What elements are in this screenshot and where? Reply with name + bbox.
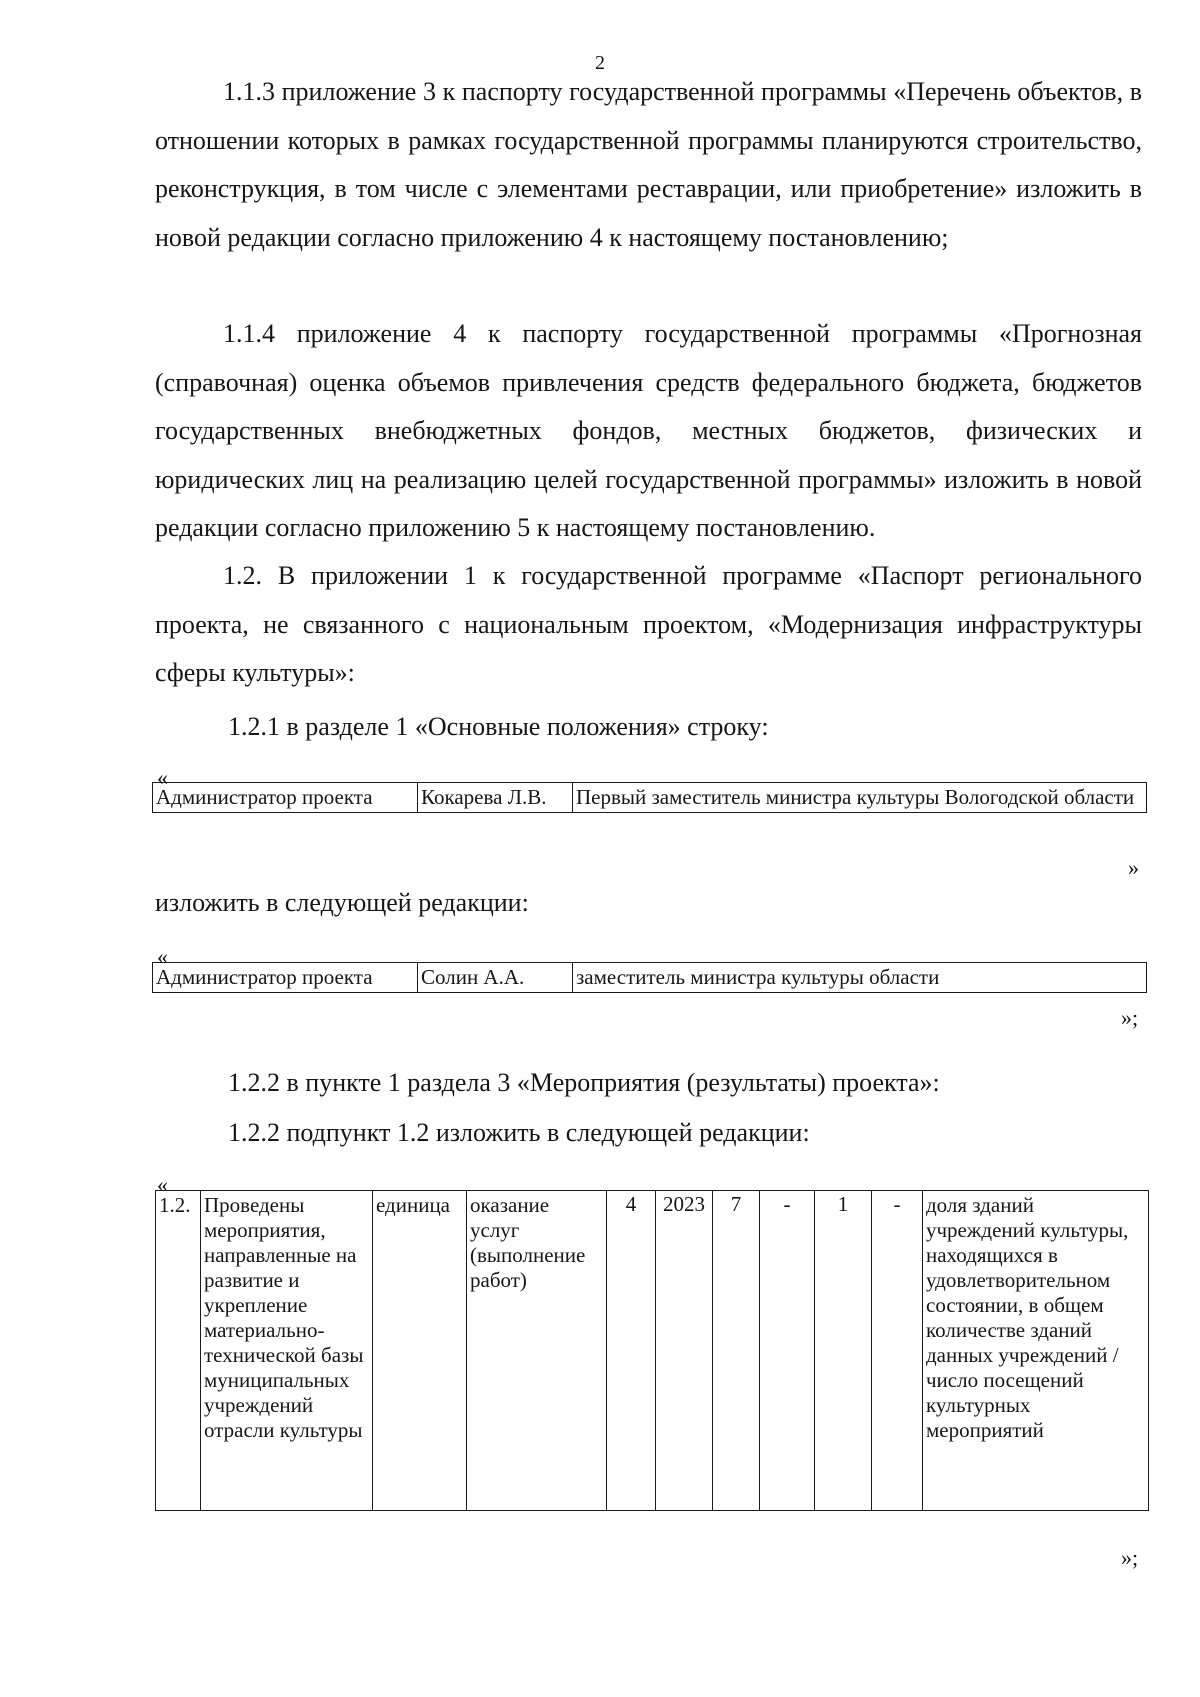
clause-1-2-2-a: 1.2.2 в пункте 1 раздела 3 «Мероприятия (результаты) проекта»: xyxy=(228,1068,940,1097)
result-name-cell: Проведены мероприятия, направленные на развитие и укрепление материально-технической базы муниципальных учреждений отрасли культуры xyxy=(201,1191,373,1511)
paragraph-1-2: 1.2. В приложении 1 к государственной программе «Паспорт регионального проекта, не связанного с национальным проектом, «Модернизация инфраструктуры сферы культуры»: xyxy=(155,561,1142,687)
table-row xyxy=(153,963,1147,993)
year-cell: 2023 xyxy=(656,1191,713,1511)
old-admin-table xyxy=(152,782,1147,813)
role-cell: Администратор проекта xyxy=(153,963,418,993)
close-quote: » xyxy=(1128,855,1139,880)
value-cell: - xyxy=(872,1191,923,1511)
role-cell: Администратор проекта xyxy=(153,783,418,813)
num-cell: 1.2. xyxy=(156,1191,201,1511)
clause-1-2-2-b: 1.2.2 подпункт 1.2 изложить в следующей редакции: xyxy=(228,1118,810,1147)
table-row xyxy=(156,1191,1149,1511)
clause-1-2-1: 1.2.1 в разделе 1 «Основные положения» строку: xyxy=(228,712,769,741)
open-quote: « xyxy=(157,944,168,969)
page-number: 2 xyxy=(595,52,605,74)
name-cell: Солин А.А. xyxy=(418,963,573,993)
table-row xyxy=(153,783,1147,813)
position-cell: заместитель министра культуры области xyxy=(573,963,1147,993)
link-cell: доля зданий учреждений культуры, находящихся в удовлетворительном состоянии, в общем количестве зданий данных учреждений / число посещений культурных мероприятий xyxy=(923,1191,1149,1511)
close-quote: »; xyxy=(1121,1005,1139,1030)
position-cell: Первый заместитель министра культуры Вологодской области xyxy=(573,783,1147,813)
paragraph-1-1-4: 1.1.4 приложение 4 к паспорту государственной программы «Прогнозная (справочная) оценка объемов привлечения средств федерального бюджета, бюджетов государственных внебюджетных фондов, местных бюджетов, физических и юридических лиц на реализацию целей государственной программы» изложить в новой редакции согласно приложению 5 к настоящему постановлению. xyxy=(155,319,1142,542)
base-value-cell: 4 xyxy=(607,1191,656,1511)
value-cell: 7 xyxy=(713,1191,760,1511)
open-quote: « xyxy=(157,765,168,790)
name-cell: Кокарева Л.В. xyxy=(418,783,573,813)
result-table xyxy=(155,1190,1149,1511)
new-admin-table xyxy=(152,962,1147,993)
value-cell: 1 xyxy=(815,1191,872,1511)
unit-cell: единица xyxy=(373,1191,467,1511)
value-cell: - xyxy=(760,1191,815,1511)
type-cell: оказание услуг (выполнение работ) xyxy=(467,1191,607,1511)
close-quote: »; xyxy=(1121,1545,1139,1570)
replace-text: изложить в следующей редакции: xyxy=(155,888,529,917)
open-quote: « xyxy=(157,1172,168,1197)
paragraph-1-1-3: 1.1.3 приложение 3 к паспорту государственной программы «Перечень объектов, в отношении которых в рамках государственной программы планируются строительство, реконструкция, в том числе с элементами реставрации, или приобретение» изложить в новой редакции согласно приложению 4 к настоящему постановлению; xyxy=(155,77,1142,252)
